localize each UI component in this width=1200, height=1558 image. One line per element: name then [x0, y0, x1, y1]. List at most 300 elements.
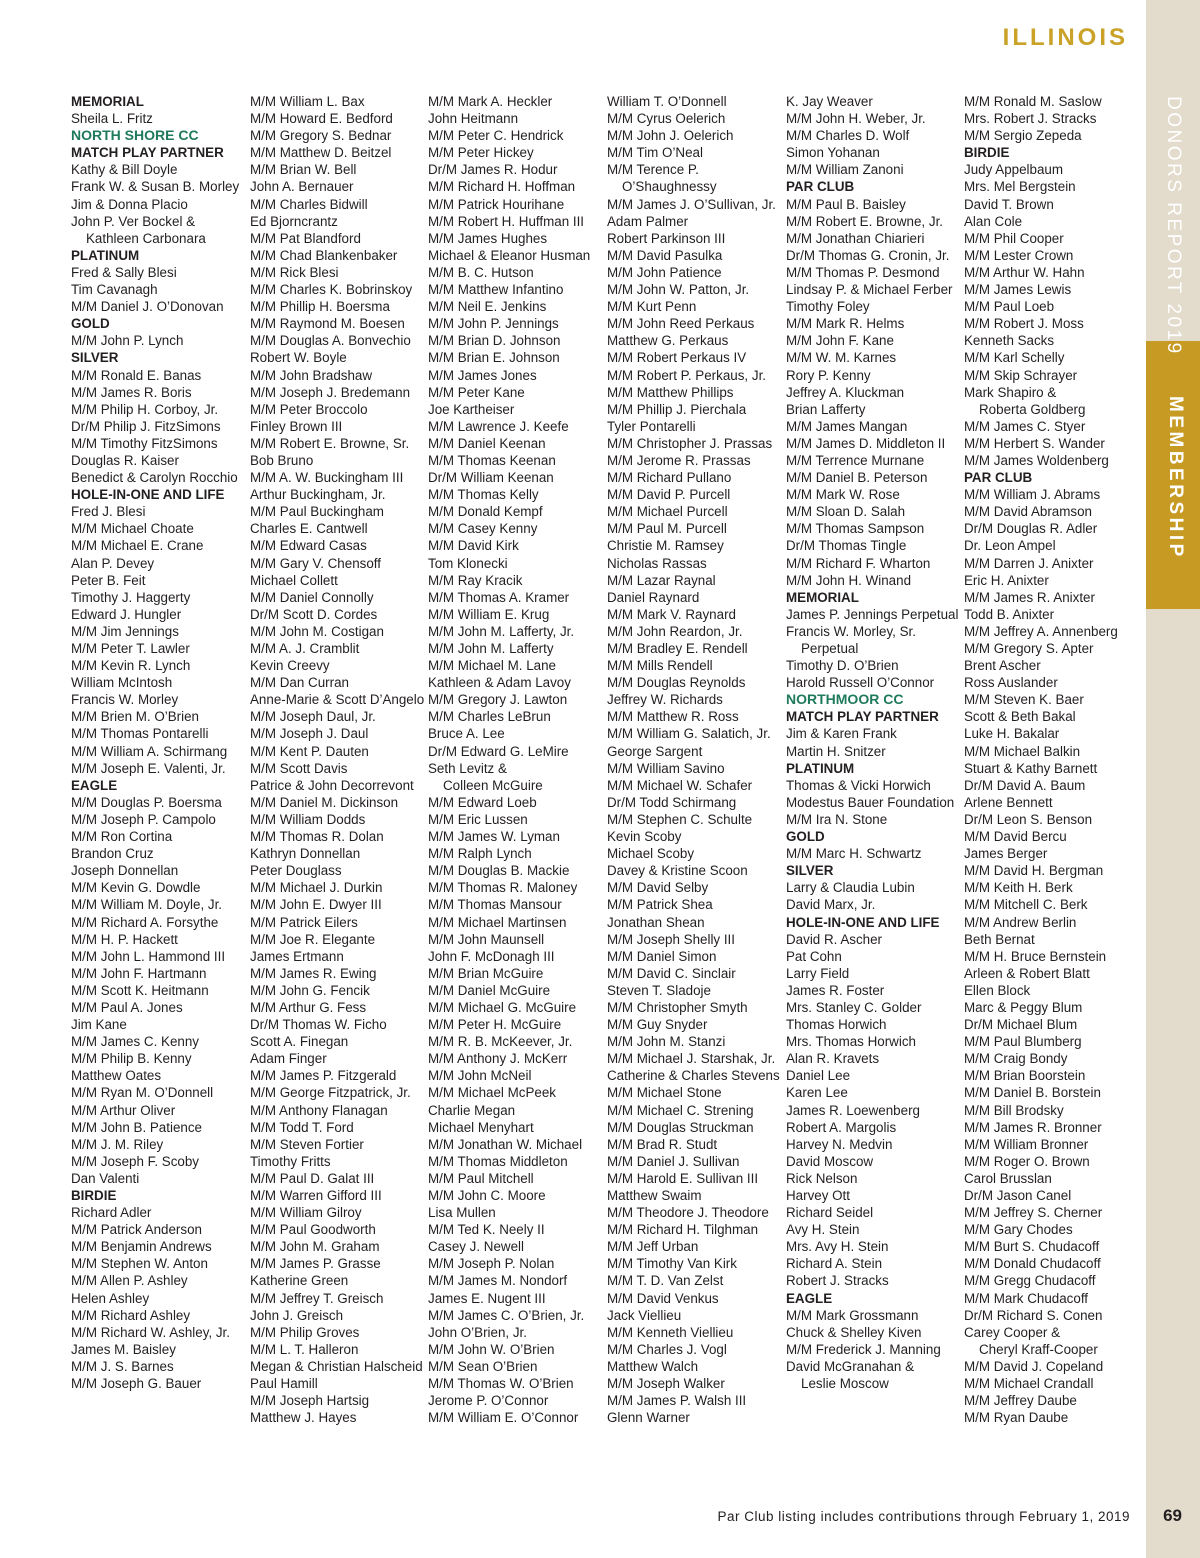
donor-name: M/M Joseph J. Bredemann	[250, 384, 411, 400]
donor-name: Ross Auslander	[964, 675, 1058, 691]
donor-name: M/M David H. Bergman	[964, 863, 1104, 879]
donor-name: M/M John E. Dwyer III	[250, 897, 382, 913]
donor-name: M/M Joseph E. Valenti, Jr.	[71, 760, 226, 776]
donor-column-3	[428, 93, 603, 1426]
donor-name: M/M Rick Blesi	[250, 264, 339, 280]
donor-name: M/M Paul Buckingham	[250, 504, 384, 520]
donor-name: M/M Daniel Keenan	[428, 435, 546, 451]
donor-name: Rory P. Kenny	[786, 367, 871, 383]
donor-name: M/M Anthony Flanagan	[250, 1102, 388, 1118]
donor-name: M/M Jeffrey S. Cherner	[964, 1205, 1103, 1221]
donor-name: M/M John L. Hammond III	[71, 948, 226, 964]
donor-name: David Moscow	[786, 1153, 874, 1169]
donor-name: M/M David Kirk	[428, 538, 519, 554]
donor-name: M/M Harold E. Sullivan III	[607, 1170, 759, 1186]
donor-name: Alan R. Kravets	[786, 1051, 880, 1067]
donor-name: Mrs. Stanley C. Golder	[786, 999, 922, 1015]
donor-name: M/M Paul Mitchell	[428, 1170, 534, 1186]
donor-name: M/M Scott K. Heitmann	[71, 982, 209, 998]
donor-name: M/M John C. Moore	[428, 1188, 546, 1203]
donor-name: M/M Christopher Smyth	[607, 999, 748, 1015]
donor-name: M/M Ron Cortina	[71, 829, 173, 845]
donor-name: Richard Adler	[71, 1205, 152, 1221]
donor-name: Matthew J. Hayes	[250, 1410, 357, 1426]
donor-name: M/M Joe R. Elegante	[250, 931, 376, 947]
donor-name: William T. O’Donnell	[607, 94, 727, 109]
donor-name: M/M James W. Lyman	[428, 829, 560, 845]
footer-note: Par Club listing includes contributions through February 1, 2019	[717, 1509, 1130, 1524]
donor-name: M/M Douglas P. Boersma	[71, 794, 222, 810]
donor-name: M/M Peter Kane	[428, 384, 525, 400]
donor-name: M/M Charles Bidwill	[250, 196, 368, 212]
donor-name: M/M William Savino	[607, 760, 725, 776]
donor-name: James M. Baisley	[71, 1341, 176, 1357]
donor-name: M/M John Patience	[607, 264, 722, 280]
donor-column-5	[786, 93, 961, 1392]
donor-name: M/M David Pasulka	[607, 247, 723, 263]
donor-name: John A. Bernauer	[250, 179, 354, 195]
donor-name: Adam Finger	[250, 1051, 327, 1067]
donor-name: M/M John McNeil	[428, 1068, 532, 1084]
donor-name: M/M James P. Walsh III	[607, 1393, 747, 1409]
donor-name: M/M Roger O. Brown	[964, 1153, 1090, 1169]
donor-name: M/M Paul B. Baisley	[786, 196, 906, 212]
donor-name: M/M Raymond M. Boesen	[250, 316, 405, 332]
donor-name: M/M Anthony J. McKerr	[428, 1051, 568, 1067]
donor-name: Lindsay P. & Michael Ferber	[786, 282, 953, 298]
donor-name: M/M Bill Brodsky	[964, 1102, 1064, 1118]
donor-name: Alan Cole	[964, 213, 1023, 229]
donor-name: M/M Peter Broccolo	[250, 401, 368, 417]
donor-name: Daniel Raynard	[607, 589, 700, 605]
donor-name: M/M Mark R. Helms	[786, 316, 905, 332]
donor-name: M/M Brian Boorstein	[964, 1068, 1086, 1084]
tier-heading: GOLD	[71, 316, 110, 332]
donor-name: M/M Jerome R. Prassas	[607, 452, 751, 468]
donor-name: M/M Herbert S. Wander	[964, 435, 1105, 451]
donor-name: Harold Russell O’Connor	[786, 675, 935, 691]
donor-name: Dr/M Douglas R. Adler	[964, 521, 1098, 537]
tier-heading: SILVER	[786, 863, 834, 879]
donor-name: Todd B. Anixter	[964, 606, 1055, 622]
donor-name: M/M John P. Jennings	[428, 316, 559, 332]
donor-name: Sheila L. Fritz	[71, 111, 153, 127]
donor-name: Ellen Block	[964, 982, 1031, 998]
donor-name: M/M Christopher J. Prassas	[607, 435, 773, 451]
donor-name: M/M Gregory J. Lawton	[428, 692, 568, 708]
donor-name: M/M Patrick Hourihane	[428, 196, 565, 212]
tier-heading: PAR CLUB	[964, 470, 1033, 486]
donor-name: M/M Robert E. Browne, Sr.	[250, 435, 410, 451]
donor-name: M/M William E. O’Connor	[428, 1410, 579, 1426]
donor-name: M/M Lazar Raynal	[607, 572, 716, 588]
donor-name: Dr/M Thomas Tingle	[786, 538, 907, 554]
donor-name: M/M Michael Choate	[71, 521, 194, 537]
donor-name: Alan P. Devey	[71, 555, 155, 571]
donor-name: M/M Brian McGuire	[428, 965, 544, 981]
donor-name: M/M Daniel J. O’Donovan	[71, 299, 224, 315]
donor-name: M/M Pat Blandford	[250, 230, 361, 246]
donor-name: Kathy & Bill Doyle	[71, 162, 178, 178]
tier-heading: PLATINUM	[786, 760, 855, 776]
donor-name: M/M Gary V. Chensoff	[250, 555, 381, 571]
donor-name: M/M Joseph Hartsig	[250, 1393, 370, 1409]
donor-name: M/M W. M. Karnes	[786, 350, 897, 366]
donor-column-2	[250, 93, 425, 1426]
donor-name: Charlie Megan	[428, 1102, 516, 1118]
donor-name: Brian Lafferty	[786, 401, 866, 417]
donor-name: M/M Ronald E. Banas	[71, 367, 202, 383]
donor-name: M/M Mark Grossmann	[786, 1307, 919, 1323]
donor-name: M/M Matthew R. Ross	[607, 709, 739, 725]
donor-name: M/M Joseph J. Daul	[250, 726, 369, 742]
donor-name: M/M Kevin R. Lynch	[71, 658, 191, 674]
donor-name: Dr/M Scott D. Cordes	[250, 606, 378, 622]
donor-name: M/M Stephen C. Schulte	[607, 811, 753, 827]
donor-name: Matthew Oates	[71, 1068, 162, 1084]
donor-name: M/M Daniel McGuire	[428, 982, 551, 998]
donor-name: M/M James Mangan	[786, 418, 908, 434]
donor-name: Rick Nelson	[786, 1170, 858, 1186]
donor-name: M/M Douglas Reynolds	[607, 675, 746, 691]
donor-name: James Ertmann	[250, 948, 344, 964]
donor-name: Douglas R. Kaiser	[71, 452, 179, 468]
donor-name: Tyler Pontarelli	[607, 418, 696, 434]
donor-name: Dr/M Michael Blum	[964, 1017, 1078, 1033]
donor-name: M/M Paul M. Purcell	[607, 521, 727, 537]
donor-name: M/M Donald Chudacoff	[964, 1256, 1101, 1272]
donor-name: M/M Kent P. Dauten	[250, 743, 369, 759]
donor-name: Luke H. Bakalar	[964, 726, 1060, 742]
donor-name: Harvey Ott	[786, 1188, 850, 1203]
donor-name: M/M Lester Crown	[964, 247, 1074, 263]
donor-name: Leslie Moscow	[801, 1376, 889, 1392]
donor-name: M/M Gregory S. Apter	[964, 641, 1094, 656]
donor-name: M/M James Hughes	[428, 230, 548, 246]
donor-name: M/M James R. Boris	[71, 384, 192, 400]
donor-name: M/M John M. Stanzi	[607, 1034, 726, 1050]
donor-name: M/M Kevin G. Dowdle	[71, 880, 201, 896]
donor-name: M/M Daniel B. Borstein	[964, 1085, 1101, 1101]
donor-name: M/M Patrick Eilers	[250, 914, 358, 930]
donor-name: M/M John Reardon, Jr.	[607, 623, 743, 639]
donor-name: M/M Mark V. Raynard	[607, 606, 736, 622]
donor-name: M/M George Fitzpatrick, Jr.	[250, 1085, 411, 1101]
tier-heading: MEMORIAL	[786, 589, 859, 605]
donor-name: M/M Jeff Urban	[607, 1239, 699, 1255]
donor-name: M/M John F. Kane	[786, 333, 894, 349]
donor-column-1	[71, 93, 246, 1392]
donor-name: M/M James M. Nondorf	[428, 1273, 568, 1289]
donor-name: M/M James R. Ewing	[250, 965, 377, 981]
donor-name: M/M John M. Graham	[250, 1239, 380, 1255]
donor-name: M/M James C. Styer	[964, 418, 1086, 434]
donor-name: M/M Karl Schelly	[964, 350, 1065, 366]
tier-heading: MATCH PLAY PARTNER	[786, 709, 939, 725]
donor-name: M/M Arthur G. Fess	[250, 999, 367, 1015]
donor-name: M/M Marc H. Schwartz	[786, 846, 922, 862]
donor-name: M/M William Zanoni	[786, 162, 904, 178]
donor-name: M/M Douglas B. Mackie	[428, 863, 570, 879]
donor-name: Dr/M Jason Canel	[964, 1188, 1072, 1203]
donor-name: Bruce A. Lee	[428, 726, 505, 742]
donor-name: Eric H. Anixter	[964, 572, 1049, 588]
donor-name: M/M Robert Perkaus IV	[607, 350, 747, 366]
donor-name: M/M David P. Purcell	[607, 487, 731, 503]
donor-name: M/M David Abramson	[964, 504, 1092, 520]
donor-name: Harvey N. Medvin	[786, 1136, 893, 1152]
donor-name: M/M Jonathan Chiarieri	[786, 230, 925, 246]
tier-heading: PLATINUM	[71, 247, 140, 263]
donor-name: Thomas & Vicki Horwich	[786, 777, 931, 793]
donor-name: M/M Casey Kenny	[428, 521, 538, 537]
donor-name: M/M Jim Jennings	[71, 623, 179, 639]
report-label: DONORS REPORT 2019	[1163, 96, 1184, 356]
donor-name: Dr/M Richard S. Conen	[964, 1307, 1103, 1323]
donor-name: Michael Collett	[250, 572, 338, 588]
donor-name: Brandon Cruz	[71, 846, 154, 862]
donor-name: M/M Paul D. Galat III	[250, 1170, 375, 1186]
donor-name: M/M David Bercu	[964, 829, 1067, 845]
tier-heading: EAGLE	[786, 1290, 833, 1306]
donor-name: Richard Seidel	[786, 1205, 874, 1221]
donor-name: M/M Joseph Walker	[607, 1376, 725, 1392]
donor-name: Steven T. Sladoje	[607, 982, 711, 998]
donor-name: M/M Mark A. Heckler	[428, 94, 553, 109]
donor-name: M/M Theodore J. Theodore	[607, 1205, 769, 1221]
donor-name: M/M Ralph Lynch	[428, 846, 532, 862]
donor-name: Arleen & Robert Blatt	[964, 965, 1090, 981]
donor-name: Nicholas Rassas	[607, 555, 707, 571]
donor-name: John F. McDonagh III	[428, 948, 555, 964]
donor-name: M/M William M. Doyle, Jr.	[71, 897, 223, 913]
donor-name: Michael & Eleanor Husman	[428, 247, 591, 263]
donor-name: M/M Thomas P. Desmond	[786, 264, 940, 280]
donor-name: M/M Michael J. Starshak, Jr.	[607, 1051, 776, 1067]
donor-name: M/M Douglas Struckman	[607, 1119, 754, 1135]
donor-name: M/M James P. Grasse	[250, 1256, 381, 1272]
donor-name: M/M Skip Schrayer	[964, 367, 1078, 383]
donor-name: Mrs. Mel Bergstein	[964, 179, 1076, 195]
donor-name: Robert A. Margolis	[786, 1119, 897, 1135]
donor-name: M/M John M. Lafferty, Jr.	[428, 623, 575, 639]
donor-name: Finley Brown III	[250, 418, 343, 434]
donor-name: M/M David C. Sinclair	[607, 965, 736, 981]
donor-name: M/M Keith H. Berk	[964, 880, 1073, 896]
donor-name: M/M William L. Bax	[250, 94, 365, 109]
donor-name: Dr/M James R. Hodur	[428, 162, 558, 178]
donor-name: John P. Ver Bockel &	[71, 213, 196, 229]
donor-name: Dr/M Leon S. Benson	[964, 811, 1093, 827]
donor-name: Arlene Bennett	[964, 794, 1053, 810]
donor-name: Modestus Bauer Foundation	[786, 794, 955, 810]
donor-name: James P. Jennings Perpetual	[786, 606, 959, 622]
donor-name: Peter B. Feit	[71, 572, 146, 588]
donor-name: M/M J. M. Riley	[71, 1136, 164, 1152]
donor-name: O’Shaughnessy	[622, 179, 717, 195]
donor-name: M/M William A. Schirmang	[71, 743, 228, 759]
donor-name: M/M John M. Costigan	[250, 623, 384, 639]
donor-name: M/M Kurt Penn	[607, 299, 697, 315]
donor-name: M/M David Selby	[607, 880, 709, 896]
donor-name: M/M Timothy FitzSimons	[71, 435, 218, 451]
donor-name: M/M Gary Chodes	[964, 1222, 1073, 1238]
donor-name: M/M Craig Bondy	[964, 1051, 1068, 1067]
donor-name: M/M Eric Lussen	[428, 811, 528, 827]
donor-name: M/M Michael Stone	[607, 1085, 722, 1101]
donor-name: M/M John H. Weber, Jr.	[786, 111, 926, 127]
donor-name: John J. Greisch	[250, 1307, 344, 1323]
donor-name: M/M Richard Ashley	[71, 1307, 191, 1323]
donor-name: M/M Sean O’Brien	[428, 1358, 538, 1374]
donor-name: Lisa Mullen	[428, 1205, 496, 1221]
donor-name: Peter Douglass	[250, 863, 342, 879]
donor-name: Jack Viellieu	[607, 1307, 682, 1323]
donor-name: John Heitmann	[428, 111, 519, 127]
donor-name: M/M Howard E. Bedford	[250, 111, 393, 127]
donor-name: M/M William Gilroy	[250, 1205, 362, 1221]
donor-name: Dr/M Thomas W. Ficho	[250, 1017, 387, 1033]
donor-name: Fred J. Blesi	[71, 504, 146, 520]
donor-name: M/M Arthur W. Hahn	[964, 264, 1085, 280]
donor-name: Chuck & Shelley Kiven	[786, 1324, 922, 1340]
donor-column-4	[607, 93, 782, 1426]
tier-heading: HOLE-IN-ONE AND LIFE	[786, 914, 940, 930]
donor-name: Robert J. Stracks	[786, 1273, 889, 1289]
donor-name: Robert W. Boyle	[250, 350, 347, 366]
donor-name: M/M Matthew Phillips	[607, 384, 734, 400]
donor-name: M/M Michael G. McGuire	[428, 999, 577, 1015]
donor-name: Catherine & Charles Stevens	[607, 1068, 780, 1084]
donor-name: M/M Peter C. Hendrick	[428, 128, 564, 144]
donor-name: Casey J. Newell	[428, 1239, 524, 1255]
donor-name: Dr/M Edward G. LeMire	[428, 743, 569, 759]
donor-name: M/M John M. Lafferty	[428, 641, 554, 656]
donor-name: M/M Brian E. Johnson	[428, 350, 560, 366]
donor-name: M/M Robert P. Perkaus, Jr.	[607, 367, 767, 383]
donor-name: Tim Cavanagh	[71, 282, 158, 298]
donor-name: Davey & Kristine Scoon	[607, 863, 748, 879]
donor-name: M/M Peter H. McGuire	[428, 1017, 562, 1033]
donor-name: M/M Todd T. Ford	[250, 1119, 354, 1135]
donor-name: M/M Thomas Pontarelli	[71, 726, 209, 742]
donor-name: Benedict & Carolyn Rocchio	[71, 470, 238, 486]
donor-name: Arthur Buckingham, Jr.	[250, 487, 386, 503]
donor-name: M/M Steven K. Baer	[964, 692, 1084, 708]
donor-name: Bob Bruno	[250, 452, 314, 468]
tier-heading: BIRDIE	[71, 1188, 117, 1203]
donor-name: M/M Paul Blumberg	[964, 1034, 1082, 1050]
donor-name: Kathleen & Adam Lavoy	[428, 675, 571, 691]
donor-name: M/M David J. Copeland	[964, 1358, 1104, 1374]
donor-name: Paul Hamill	[250, 1376, 318, 1392]
donor-name: M/M Kenneth Viellieu	[607, 1324, 734, 1340]
donor-name: M/M Joseph F. Scoby	[71, 1153, 200, 1169]
donor-name: M/M Phillip J. Pierchala	[607, 401, 747, 417]
donor-name: Scott A. Finegan	[250, 1034, 349, 1050]
donor-name: Brent Ascher	[964, 658, 1041, 674]
donor-name: M/M Steven Fortier	[250, 1136, 364, 1152]
donor-name: Thomas Horwich	[786, 1017, 887, 1033]
donor-name: M/M John H. Winand	[786, 572, 912, 588]
donor-name: Adam Palmer	[607, 213, 689, 229]
donor-name: M/M Ray Kracik	[428, 572, 523, 588]
donor-name: M/M Philip B. Kenny	[71, 1051, 192, 1067]
donor-name: Richard A. Stein	[786, 1256, 883, 1272]
donor-name: M/M Phil Cooper	[964, 230, 1064, 246]
tier-heading: MEMORIAL	[71, 94, 144, 109]
donor-name: M/M Michael E. Crane	[71, 538, 204, 554]
donor-name: M/M Thomas Keenan	[428, 452, 556, 468]
donor-name: M/M Sloan D. Salah	[786, 504, 906, 520]
donor-name: M/M Joseph Daul, Jr.	[250, 709, 376, 725]
donor-name: M/M James C. O’Brien, Jr.	[428, 1307, 585, 1323]
donor-name: Christie M. Ramsey	[607, 538, 724, 554]
donor-name: Larry & Claudia Lubin	[786, 880, 915, 896]
state-title: ILLINOIS	[1002, 24, 1128, 51]
donor-name: Jerome P. O’Connor	[428, 1393, 549, 1409]
donor-name: Judy Appelbaum	[964, 162, 1064, 178]
donor-name: Kenneth Sacks	[964, 333, 1055, 349]
donor-name: M/M Dan Curran	[250, 675, 349, 691]
donor-name: Avy H. Stein	[786, 1222, 860, 1238]
donor-name: James Berger	[964, 846, 1048, 862]
donor-name: Roberta Goldberg	[979, 401, 1086, 417]
donor-name: M/M Richard Pullano	[607, 470, 732, 486]
donor-name: M/M Joseph G. Bauer	[71, 1376, 202, 1392]
donor-name: M/M Neil E. Jenkins	[428, 299, 547, 315]
donor-name: Francis W. Morley, Sr.	[786, 623, 916, 639]
donor-name: Mrs. Thomas Horwich	[786, 1034, 916, 1050]
donor-name: M/M John J. Oelerich	[607, 128, 734, 144]
donor-name: M/M Joseph P. Nolan	[428, 1256, 555, 1272]
donor-name: Anne-Marie & Scott D’Angelo	[250, 692, 425, 708]
club-heading: NORTH SHORE CC	[71, 127, 199, 144]
donor-name: M/M Daniel J. Sullivan	[607, 1153, 740, 1169]
donor-name: Helen Ashley	[71, 1290, 150, 1306]
donor-name: M/M Stephen W. Anton	[71, 1256, 208, 1272]
donor-name: M/M Charles D. Wolf	[786, 128, 910, 144]
donor-name: Jeffrey A. Kluckman	[786, 384, 905, 400]
page-number: 69	[1163, 1506, 1182, 1525]
donor-name: M/M Brian D. Johnson	[428, 333, 561, 349]
donor-name: M/M Michael Martinsen	[428, 914, 567, 930]
donor-name: James E. Nugent III	[428, 1290, 546, 1306]
donor-name: M/M Michael McPeek	[428, 1085, 556, 1101]
donor-name: Megan & Christian Halscheid	[250, 1358, 423, 1374]
donor-name: Timothy J. Haggerty	[71, 589, 191, 605]
donor-name: M/M Phillip H. Boersma	[250, 299, 390, 315]
tier-heading: BIRDIE	[964, 145, 1010, 161]
donor-name: M/M Douglas A. Bonvechio	[250, 333, 411, 349]
donor-name: M/M T. D. Van Zelst	[607, 1273, 724, 1289]
section-label: MEMBERSHIP	[1165, 396, 1186, 560]
donor-name: Daniel Lee	[786, 1068, 851, 1084]
club-heading: NORTHMOOR CC	[786, 691, 904, 708]
donor-name: David McGranahan &	[786, 1358, 915, 1374]
tier-heading: GOLD	[786, 829, 825, 845]
donor-name: M/M Brien M. O’Brien	[71, 709, 199, 725]
donor-name: Mrs. Avy H. Stein	[786, 1239, 889, 1255]
donor-name: Jim Kane	[71, 1017, 127, 1033]
donor-name: Matthew G. Perkaus	[607, 333, 729, 349]
donor-name: David Marx, Jr.	[786, 897, 876, 913]
donor-name: M/M David Venkus	[607, 1290, 719, 1306]
donor-name: Stuart & Kathy Barnett	[964, 760, 1098, 776]
donor-name: Jeffrey W. Richards	[607, 692, 723, 708]
donor-name: Simon Yohanan	[786, 145, 880, 161]
donor-name: Mrs. Robert J. Stracks	[964, 111, 1097, 127]
